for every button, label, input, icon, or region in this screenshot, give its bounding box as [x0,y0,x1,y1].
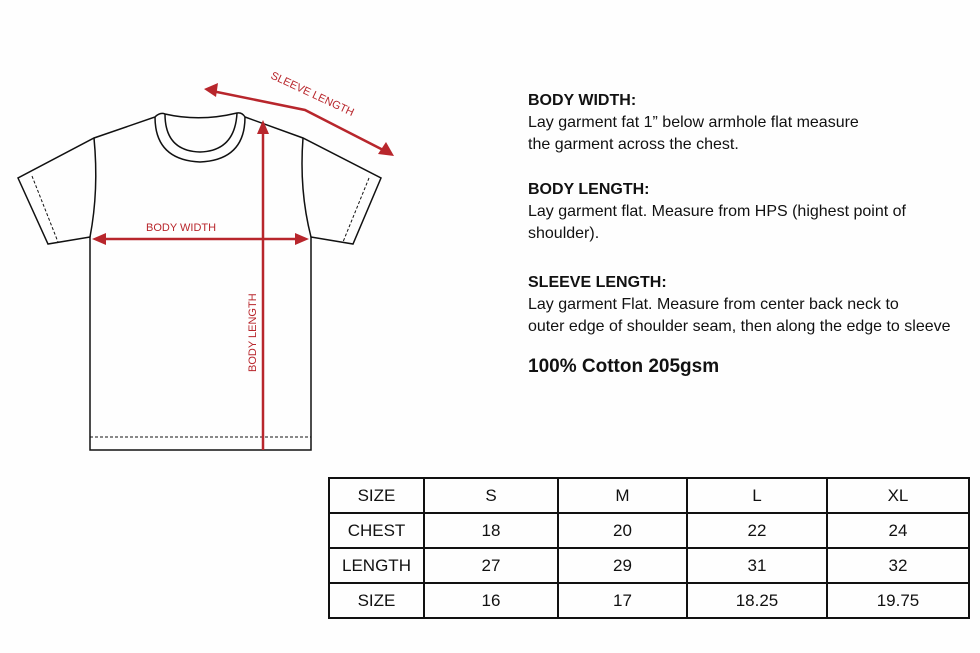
collar [155,117,245,162]
table-cell: L [687,478,827,513]
section-line: outer edge of shoulder seam, then along the edge to sleeve [528,318,951,335]
table-cell: SIZE [329,478,424,513]
table-cell: SIZE [329,583,424,618]
table-cell: 22 [687,513,827,548]
table-row [329,548,969,583]
table-cell: 31 [687,548,827,583]
tshirt-diagram [0,0,420,460]
table-cell: S [424,478,558,513]
sleeve-length-section [528,272,951,338]
table-cell: 24 [827,513,969,548]
section-heading: BODY LENGTH: [528,181,650,198]
table-cell: 18.25 [687,583,827,618]
section-line: Lay garment flat. Measure from HPS (highest point of [528,203,906,220]
table-cell: 16 [424,583,558,618]
table-cell: 19.75 [827,583,969,618]
table-cell: M [558,478,687,513]
section-heading: BODY WIDTH: [528,92,637,109]
table-cell: CHEST [329,513,424,548]
table-cell: 29 [558,548,687,583]
table-row [329,513,969,548]
size-table [328,477,970,619]
section-line: Lay garment fat 1” below armhole flat measure [528,114,859,131]
section-line: Lay garment Flat. Measure from center back neck to [528,296,899,313]
body-length-section [528,179,906,245]
section-line: the garment across the chest. [528,136,739,153]
table-cell: 17 [558,583,687,618]
section-line: shoulder). [528,225,600,242]
table-cell: 27 [424,548,558,583]
material-text: 100% Cotton 205gsm [528,356,720,377]
table-row [329,583,969,618]
table-header-row [329,478,969,513]
body-width-section [528,90,859,156]
table-cell: XL [827,478,969,513]
collar-inner [165,113,237,152]
table-cell: LENGTH [329,548,424,583]
table-cell: 18 [424,513,558,548]
sleeve-length-label: SLEEVE LENGTH [268,69,356,119]
table-cell: 32 [827,548,969,583]
table-cell: 20 [558,513,687,548]
section-heading: SLEEVE LENGTH: [528,274,667,291]
body-length-label: BODY LENGTH [247,293,259,372]
body-width-label: BODY WIDTH [146,222,217,234]
shirt-outline [18,113,381,450]
